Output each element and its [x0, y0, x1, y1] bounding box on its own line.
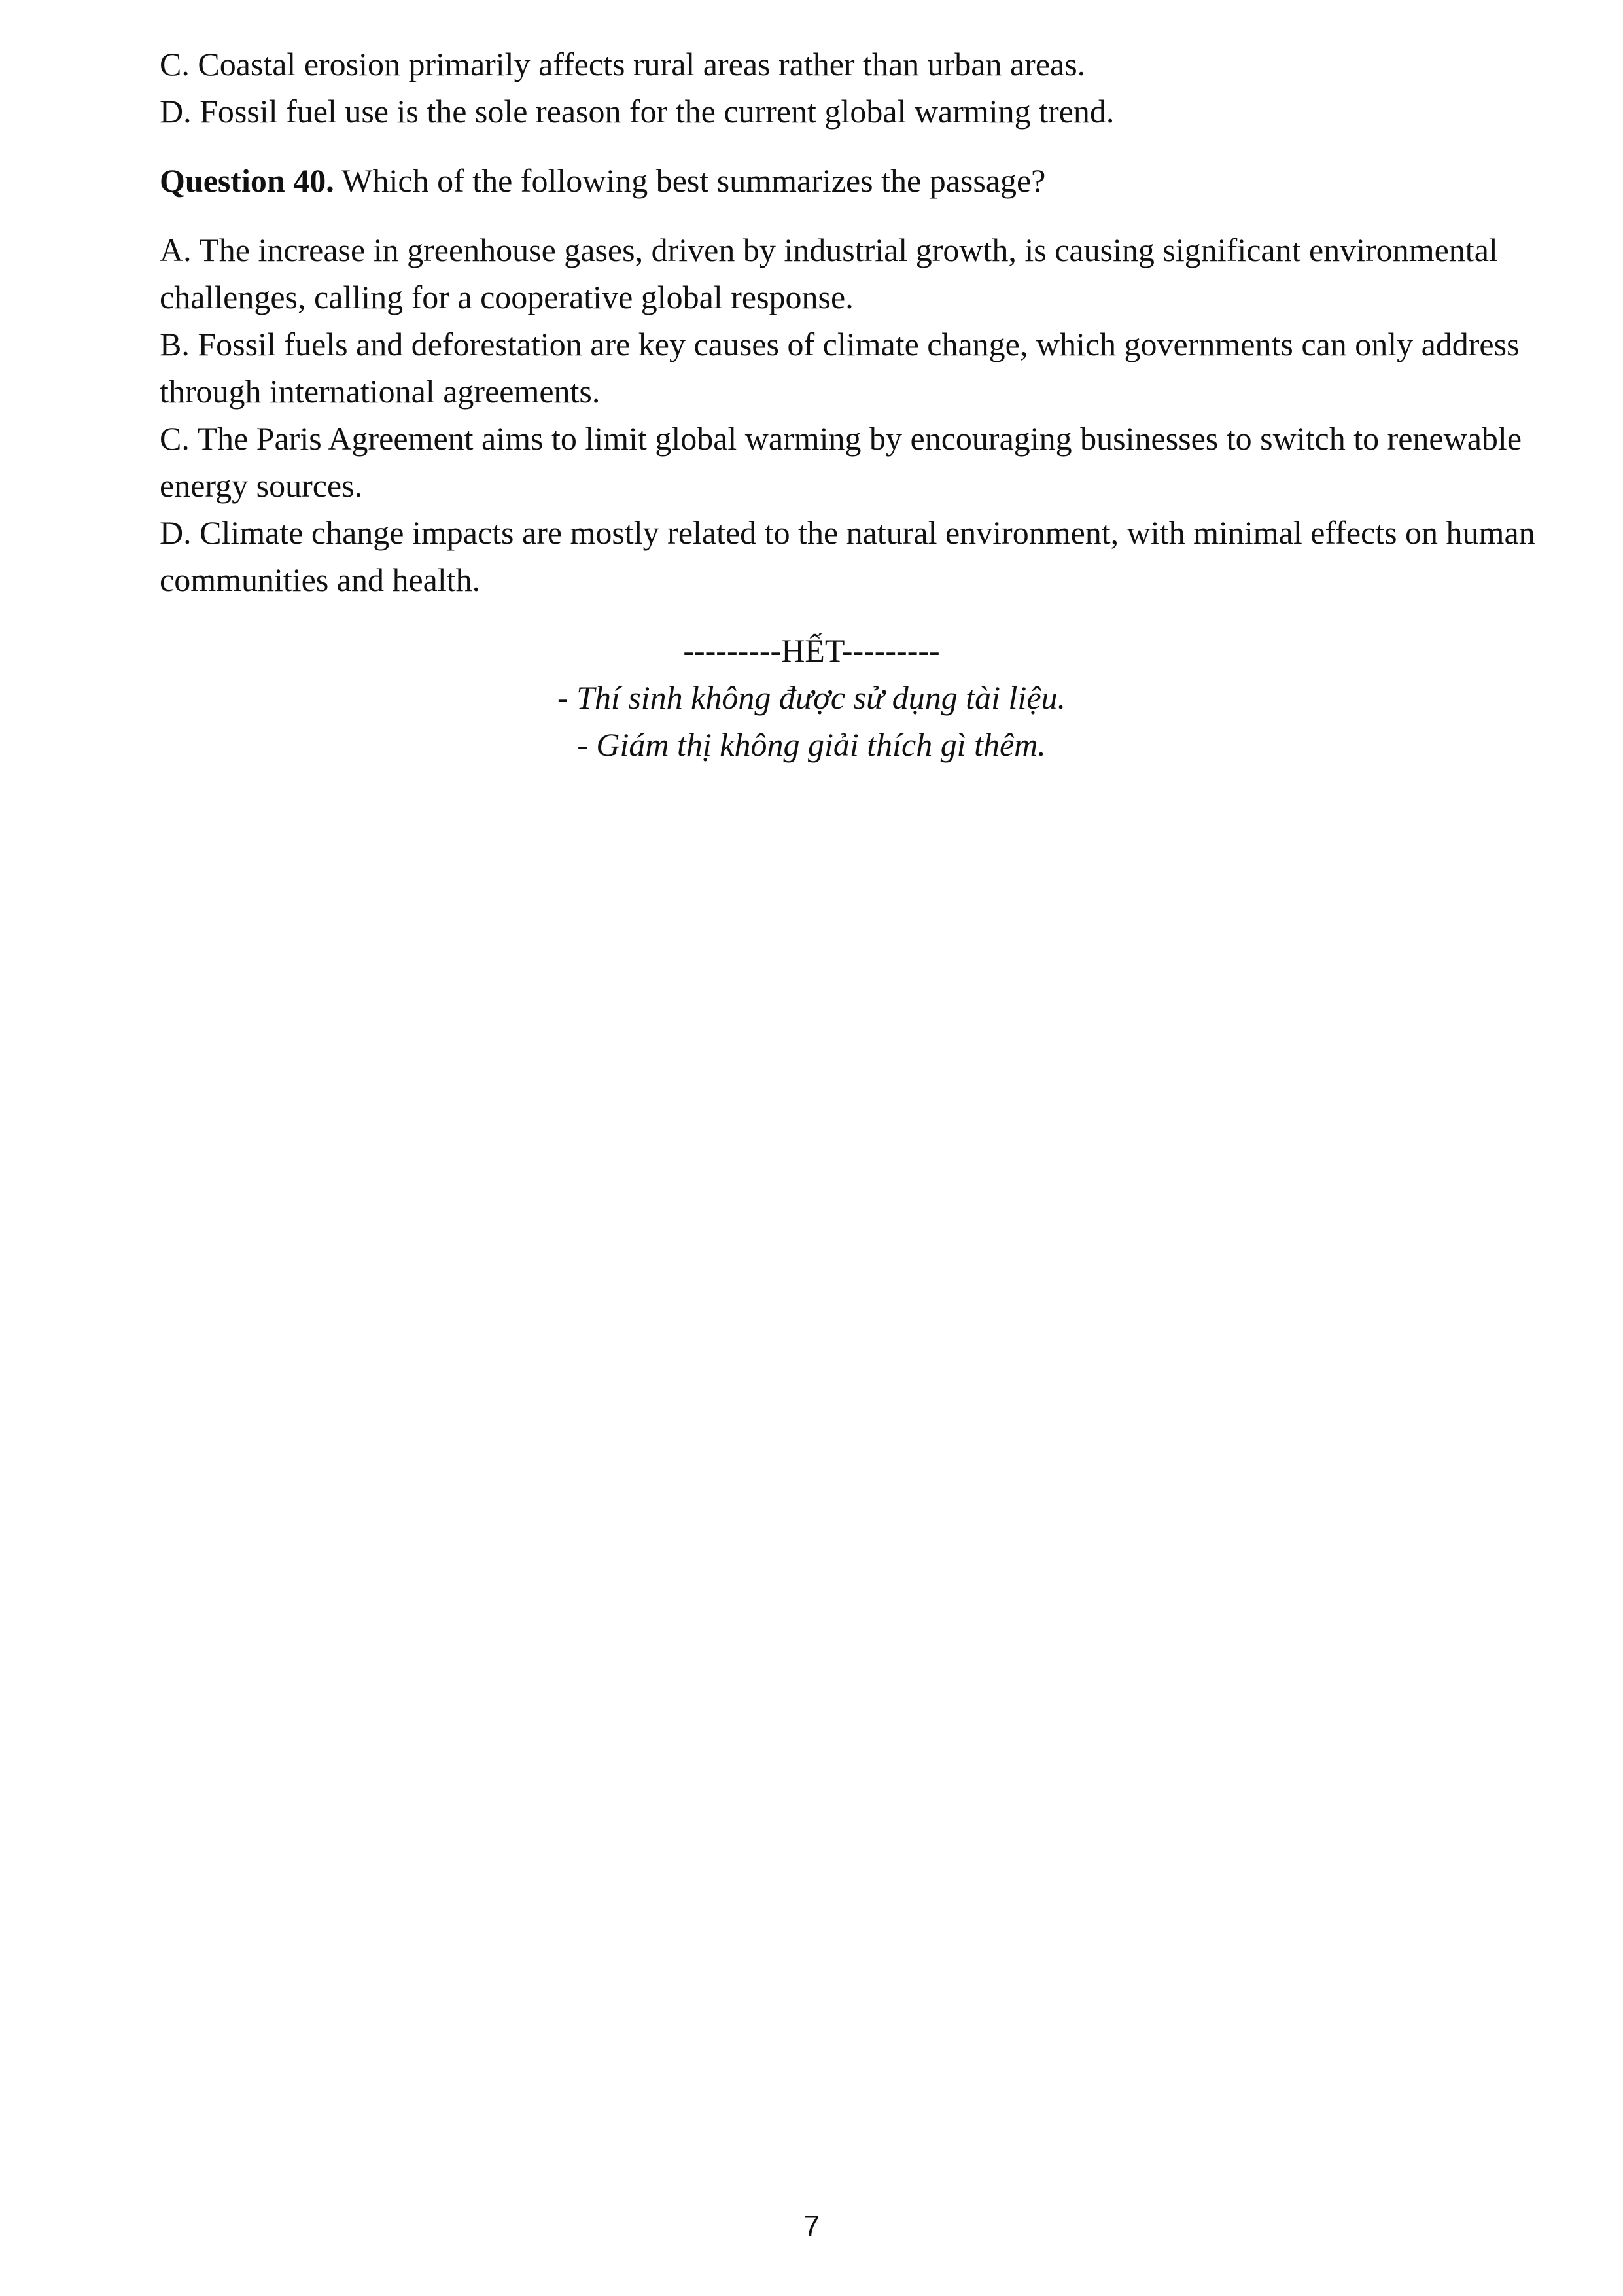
footer-note-1: - Thí sinh không được sử dụng tài liệu.	[557, 679, 1066, 716]
question-40	[160, 157, 1566, 204]
question-40-text: Which of the following best summarizes the passage?	[334, 162, 1046, 199]
option-d-prev: D. Fossil fuel use is the sole reason for the current global warming trend.	[160, 93, 1115, 130]
option-a: A. The increase in greenhouse gases, driven by industrial growth, is causing significant environmental challenges, calling for a cooperative global response.	[160, 232, 1498, 315]
question-40-stem	[160, 157, 1566, 204]
option-b: B. Fossil fuels and deforestation are key causes of climate change, which governments can only address through international agreements.	[160, 326, 1520, 410]
option-c: C. The Paris Agreement aims to limit global warming by encouraging businesses to switch to renewable energy sources.	[160, 420, 1522, 504]
exam-footer	[0, 627, 1623, 768]
option-d: D. Climate change impacts are mostly related to the natural environment, with minimal effects on human communities and health.	[160, 514, 1535, 598]
page-number: 7	[803, 2209, 820, 2243]
previous-question-options	[160, 41, 1566, 135]
question-40-options	[160, 226, 1566, 603]
page-content	[160, 41, 1566, 603]
option-c-prev: C. Coastal erosion primarily affects rural areas rather than urban areas.	[160, 46, 1086, 82]
question-40-label: Question 40.	[160, 162, 334, 199]
end-marker: ---------HẾT---------	[683, 632, 940, 669]
footer-note-2: - Giám thị không giải thích gì thêm.	[577, 726, 1046, 763]
